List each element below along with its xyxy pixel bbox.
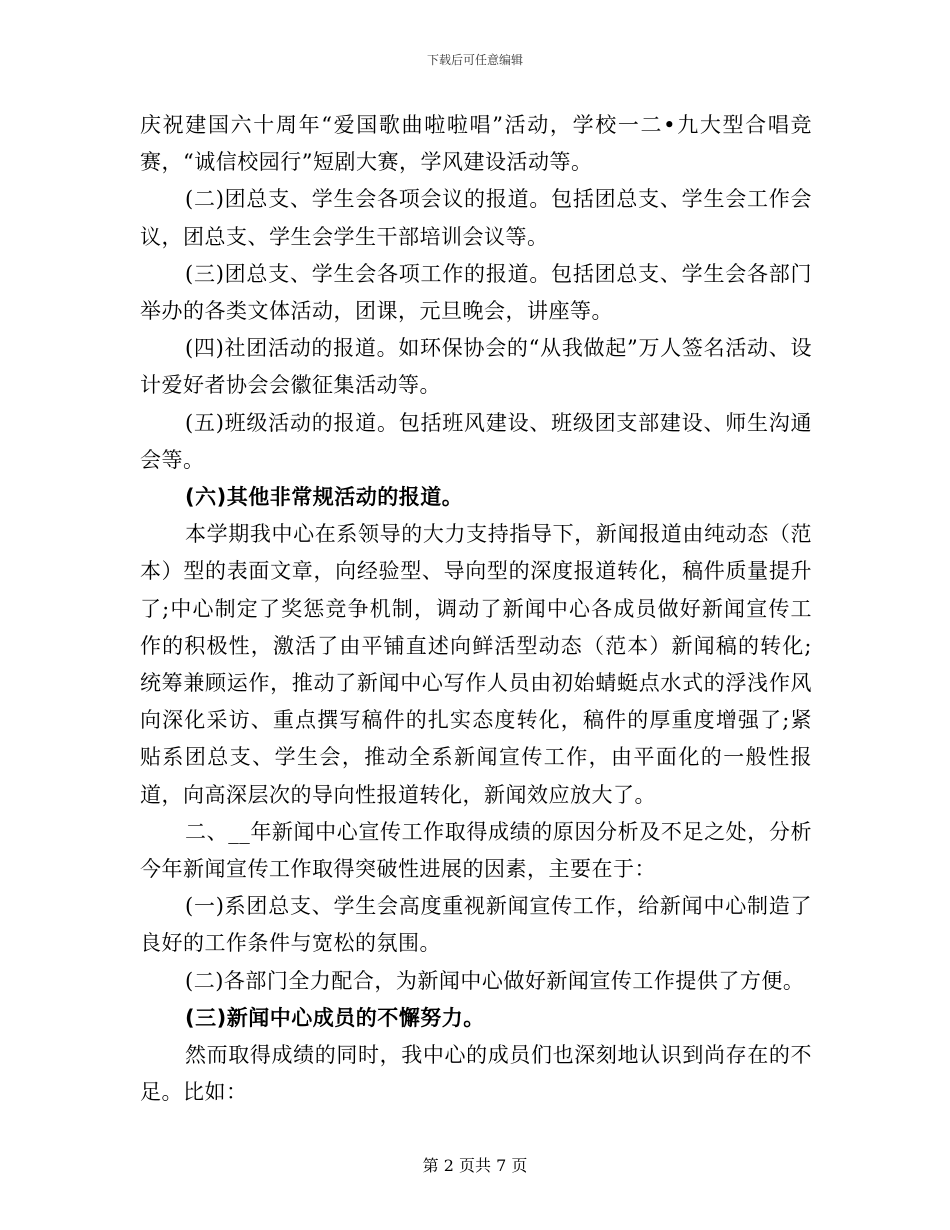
paragraph-item-3: (三)团总支、学生会各项工作的报道。包括团总支、学生会各部门举办的各类文体活动，团课，元旦晚会，讲座等。 [140, 261, 812, 324]
heading-reason-3: (三)新闻中心成员的不懈努力。 [185, 1005, 485, 1030]
heading-item-6: (六)其他非常规活动的报道。 [185, 485, 464, 510]
page-header: 下载后可任意编辑 [426, 53, 523, 67]
paragraph-item-4: (四)社团活动的报道。如环保协会的“从我做起”万人签名活动、设计爱好者协会会徽征集活动等。 [140, 336, 812, 398]
paragraph-activities-list: 庆祝建国六十周年“爱国歌曲啦啦唱”活动，学校一二•九大型合唱竞赛，“诚信校园行”短剧大赛，学风建设活动等。 [140, 113, 812, 175]
paragraph-item-5: (五)班级活动的报道。包括班风建设、班级团支部建设、师生沟通会等。 [140, 410, 812, 472]
page-footer: 第 2 页共 7 页 [422, 1156, 528, 1175]
paragraph-item-2: (二)团总支、学生会各项会议的报道。包括团总支、学生会工作会议，团总支、学生会学生干部培训会议等。 [140, 187, 812, 249]
paragraph-reason-1: (一)系团总支、学生会高度重视新闻宣传工作，给新闻中心制造了良好的工作条件与宽松的氛围。 [140, 894, 812, 956]
paragraph-summary: 本学期我中心在系领导的大力支持指导下，新闻报道由纯动态（范本）型的表面文章，向经验型、导向型的深度报道转化，稿件质量提升了;中心制定了奖惩竞争机制，调动了新闻中心各成员做好新闻宣传工作的积极性，激活了由平铺直述向鲜活型动态（范本）新闻稿的转化;统筹兼顾运作，推动了新闻中心写作人员由初始蜻蜓点水式的浮浅作风向深化采访、重点撰写稿件的扎实态度转化，稿件的厚重度增强了;紧贴系团总支、学生会，推动全系新闻宣传工作，由平面化的一般性报道，向高深层次的导向性报道转化，新闻效应放大了。 [140, 522, 812, 807]
paragraph-section-2: 二、__年新闻中心宣传工作取得成绩的原因分析及不足之处，分析今年新闻宣传工作取得突破性进展的因素，主要在于： [140, 819, 812, 882]
document-body [140, 107, 812, 1111]
paragraph-shortcomings: 然而取得成绩的同时，我中心的成员们也深刻地认识到尚存在的不足。比如： [140, 1043, 812, 1105]
paragraph-reason-2: (二)各部门全力配合，为新闻中心做好新闻宣传工作提供了方便。 [185, 968, 805, 993]
